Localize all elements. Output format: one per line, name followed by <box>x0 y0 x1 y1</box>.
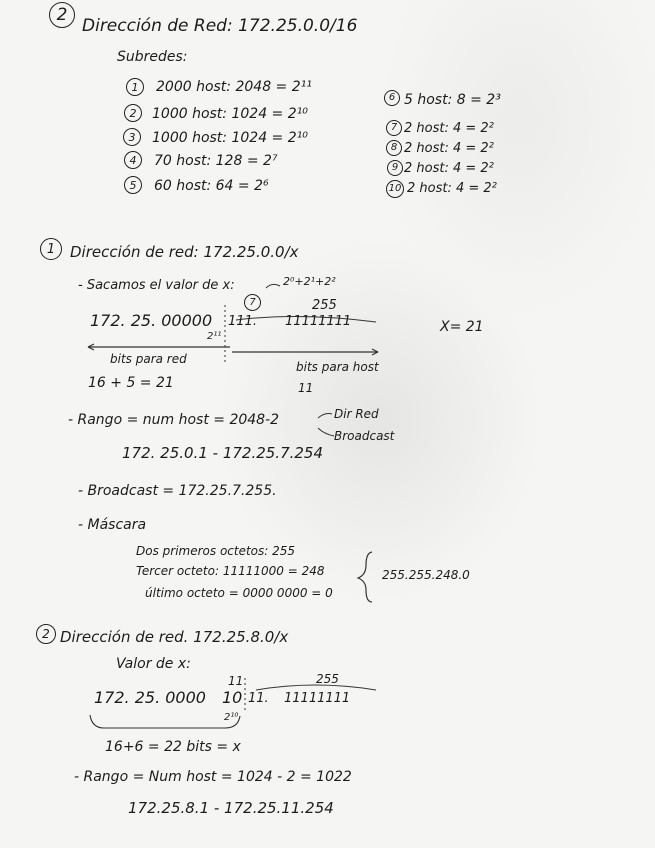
binary-address: 172. 25. 00000 <box>90 311 213 330</box>
binary-octet: 11111111 <box>285 314 352 329</box>
section-number-circle <box>40 238 62 260</box>
subnet-item: 60 host: 64 = 2⁶ <box>154 178 269 194</box>
subnet-item: 70 host: 128 = 2⁷ <box>154 153 278 169</box>
x-result: X= 21 <box>440 319 484 335</box>
rango-line: - Rango = num host = 2048-2 <box>68 412 280 428</box>
problem-number: 2 <box>56 4 68 25</box>
octet-value: 255 <box>316 672 339 686</box>
subnet-number: 3 <box>128 130 136 144</box>
subnet-number-circle <box>387 160 403 176</box>
subnet-number-circle <box>123 128 141 146</box>
subnet-item: 1000 host: 1024 = 2¹⁰ <box>152 106 308 122</box>
mask-result: 255.255.248.0 <box>382 568 470 582</box>
binary-address: 172. 25. 0000 <box>94 688 206 707</box>
subredes-label: Subredes: <box>117 49 188 65</box>
rango-value: 172.25.8.1 - 172.25.11.254 <box>128 799 334 817</box>
power-note: 2¹⁰ <box>224 712 239 723</box>
subnet-number-circle <box>124 151 142 169</box>
section-title: Dirección de red: 172.25.0.0/x <box>70 243 299 261</box>
rango-value: 172. 25.0.1 - 172.25.7.254 <box>122 444 324 462</box>
step-text: - Sacamos el valor de x: <box>78 278 235 293</box>
subnet-item: 2 host: 4 = 2² <box>404 161 494 176</box>
problem-number-circle <box>49 2 75 28</box>
section-number-circle <box>36 624 56 644</box>
binary-octet: 111. <box>228 314 257 329</box>
power-note: 2¹¹ <box>207 331 222 342</box>
annotation-circle <box>244 294 261 311</box>
subnet-item: 2 host: 4 = 2² <box>404 121 494 136</box>
subnet-number: 8 <box>390 142 398 153</box>
subnet-item: 2 host: 4 = 2² <box>404 141 494 156</box>
calc-note: 11 <box>298 381 314 395</box>
mascara-label: - Máscara <box>78 517 147 533</box>
subnet-number-circle <box>124 176 142 194</box>
subnet-number-circle <box>124 104 142 122</box>
section-number: 2 <box>42 627 50 641</box>
annotation-number: 7 <box>249 296 256 308</box>
subnet-number: 5 <box>129 178 137 192</box>
rango-note: Dir Red <box>334 407 379 421</box>
bits-label: bits para red <box>110 352 187 366</box>
subnet-number: 10 <box>388 183 402 194</box>
binary-octet: 11. <box>248 691 269 706</box>
step-text: Valor de x: <box>116 656 191 672</box>
mascara-line: último octeto = 0000 0000 = 0 <box>145 586 333 600</box>
annotation: 2⁰+2¹+2² <box>283 275 336 288</box>
rango-line: - Rango = Num host = 1024 - 2 = 1022 <box>74 769 352 785</box>
octet-value: 255 <box>312 298 337 313</box>
subnet-item: 5 host: 8 = 2³ <box>404 92 501 108</box>
bits-label: bits para host <box>296 360 379 374</box>
broadcast-line: - Broadcast = 172.25.7.255. <box>78 483 277 499</box>
mascara-line: Dos primeros octetos: 255 <box>136 544 296 558</box>
binary-octet: 11111111 <box>284 691 351 706</box>
calc-line: 16 + 5 = 21 <box>88 375 174 391</box>
subnet-item: 2 host: 4 = 2² <box>407 181 497 196</box>
octet-value: 11 <box>228 674 244 688</box>
subnet-number: 4 <box>129 153 137 167</box>
subnet-number: 2 <box>129 106 137 120</box>
subnet-item: 1000 host: 1024 = 2¹⁰ <box>152 130 308 146</box>
subnet-number-circle <box>126 78 144 96</box>
subnet-number-circle <box>384 90 400 106</box>
subnet-number: 7 <box>390 122 398 133</box>
section-title: Dirección de red. 172.25.8.0/x <box>60 628 289 646</box>
subnet-number: 9 <box>391 162 399 173</box>
subnet-number: 1 <box>131 80 139 94</box>
subnet-number-circle <box>386 120 402 136</box>
binary-octet: 10 <box>222 688 243 707</box>
subnet-number-circle <box>386 140 402 156</box>
rango-note: Broadcast <box>334 429 395 443</box>
section-number: 1 <box>46 241 56 257</box>
subnet-number-circle <box>386 180 404 198</box>
calc-line: 16+6 = 22 bits = x <box>105 739 241 755</box>
page-title: Dirección de Red: 172.25.0.0/16 <box>82 16 358 36</box>
mascara-line: Tercer octeto: 11111000 = 248 <box>136 564 325 578</box>
subnet-number: 6 <box>388 92 396 103</box>
subnet-item: 2000 host: 2048 = 2¹¹ <box>156 79 312 95</box>
